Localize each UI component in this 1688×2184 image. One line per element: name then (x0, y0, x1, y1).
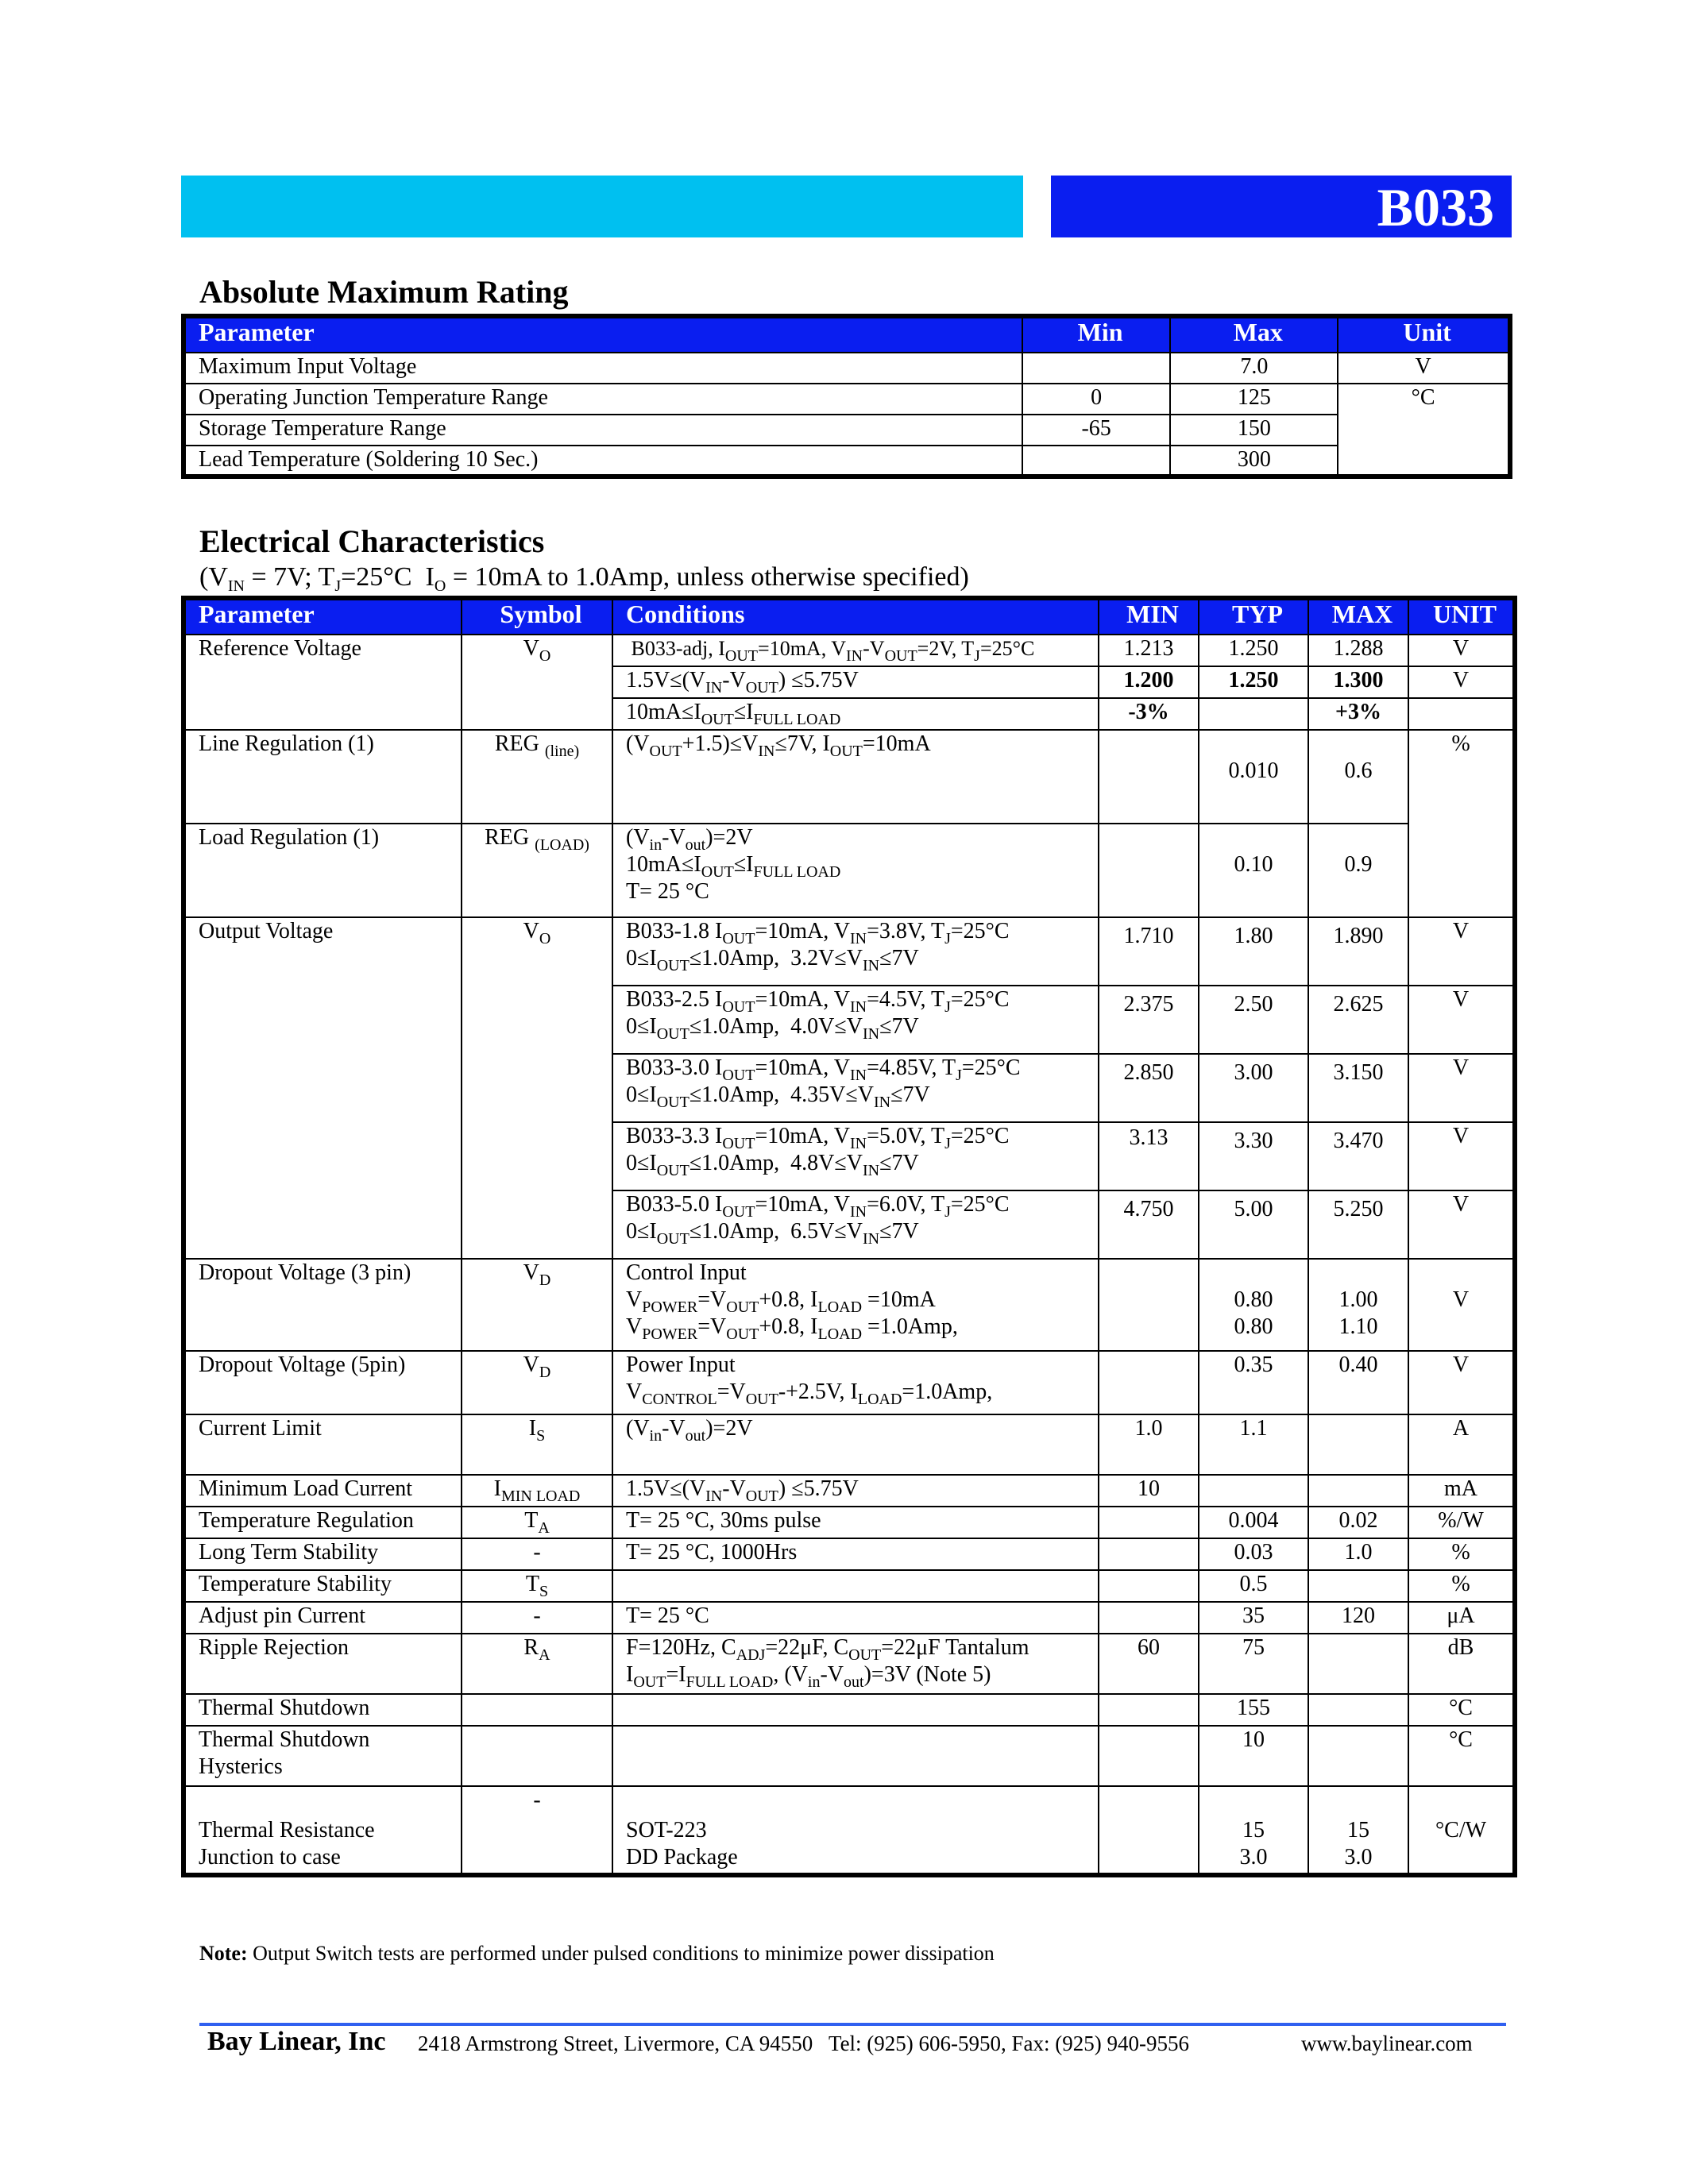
max-cell (1308, 1634, 1408, 1694)
param-line: Hysterics (199, 1754, 283, 1779)
min-cell: 10 (1099, 1475, 1199, 1507)
min-cell (1099, 1259, 1199, 1351)
param-cell: Storage Temperature Range (183, 415, 1022, 446)
max-cell (1308, 1570, 1408, 1602)
table-row (183, 384, 1510, 415)
max-cell (1308, 824, 1408, 917)
max-value: 5.250 (1333, 1197, 1384, 1221)
param-cell (183, 1726, 462, 1786)
symbol-cell: REG $_{(LOAD)}$ (462, 824, 612, 917)
max-cell: 0.02 (1308, 1507, 1408, 1538)
col-header: Parameter (183, 316, 1022, 353)
col-header: Min (1022, 316, 1171, 353)
typ-cell (1199, 730, 1308, 824)
note-text: Output Switch tests are performed under pulsed conditions to minimize power dissipation (247, 1942, 995, 1965)
symbol-cell (462, 1726, 612, 1786)
param-cell: Dropout Voltage (3 pin) (183, 1259, 462, 1351)
param-cell: Output Voltage (183, 917, 462, 1259)
typ-cell (1199, 1122, 1308, 1190)
footer-company: Bay Linear, Inc (207, 2027, 386, 2056)
typ-cell: 75 (1199, 1634, 1308, 1694)
cond-cell (612, 1786, 1099, 1875)
min-cell (1099, 1122, 1199, 1190)
typ-value: 3.30 (1234, 1129, 1273, 1153)
min-cell: 1.213 (1099, 635, 1199, 666)
typ-cell (1199, 917, 1308, 986)
cond-cell: $1.5V\le(V_{IN}-V_{OUT}) \le 5.75V$ (612, 1475, 1099, 1507)
typ-cell: 0.5 (1199, 1570, 1308, 1602)
cond-line: SOT-223 (626, 1818, 707, 1843)
typ-cell (1199, 1786, 1308, 1875)
typ-cell (1199, 1190, 1308, 1259)
unit-cell: % (1408, 1538, 1515, 1570)
col-header: MAX (1308, 598, 1408, 635)
unit-cell: °C (1408, 1726, 1515, 1786)
max-cell (1308, 1414, 1408, 1475)
symbol-cell: $I_{MIN LOAD}$ (462, 1475, 612, 1507)
max-cell: 125 (1170, 384, 1338, 415)
cond-cell: B033-2.5 $I_{OUT}=10mA$, $V_{IN}=4.5V$, $T_J=25^\circ C$ $0\le I_{OUT}\le 1.0Amp$, $4.0V\le V_{IN}\le 7V$ (612, 986, 1099, 1054)
max-cell (1308, 1475, 1408, 1507)
typ-cell (1199, 986, 1308, 1054)
max-cell: 7.0 (1170, 353, 1338, 384)
unit-cell: dB (1408, 1634, 1515, 1694)
cond-cell: B033-3.3 $I_{OUT}=10mA$, $V_{IN}=5.0V$, $T_J=25^\circ C$ $0\le I_{OUT}\le 1.0Amp$, $4.8V\le V_{IN}\le 7V$ (612, 1122, 1099, 1190)
cond-cell: $(V_{in}-V_{out})=2V$ $10mA\le I_{OUT}\le I_{FULL LOAD}$ T= 25 °C (612, 824, 1099, 917)
param-cell: Temperature Stability (183, 1570, 462, 1602)
param-cell: Maximum Input Voltage (183, 353, 1022, 384)
max-cell: 1.300 (1308, 666, 1408, 698)
min-cell (1022, 446, 1171, 477)
min-value: 1.710 (1123, 924, 1174, 948)
symbol-cell: $V_D$ (462, 1351, 612, 1414)
unit-cell: °C (1338, 384, 1510, 477)
elec-char-table (181, 596, 1517, 1877)
max-cell: +3% (1308, 698, 1408, 730)
max-cell (1308, 1190, 1408, 1259)
cond-cell: T= 25 °C (612, 1602, 1099, 1634)
min-cell: 1.0 (1099, 1414, 1199, 1475)
param-cell: Thermal Shutdown (183, 1694, 462, 1726)
cond-cell (612, 1694, 1099, 1726)
typ-cell: 35 (1199, 1602, 1308, 1634)
cond-cell: Power Input $V_{CONTROL}=V_{OUT}-+2.5V$, $I_{LOAD}=1.0Amp$, (612, 1351, 1099, 1414)
cond-cell: T= 25 °C, 1000Hrs (612, 1538, 1099, 1570)
max-value: 1.890 (1333, 924, 1384, 948)
max-cell (1308, 1054, 1408, 1122)
unit-cell: V (1408, 1054, 1515, 1122)
symbol-cell: - (462, 1786, 612, 1875)
param-cell: Reference Voltage (183, 635, 462, 730)
max-cell (1308, 986, 1408, 1054)
min-cell (1099, 824, 1199, 917)
max-cell (1308, 1786, 1408, 1875)
typ-value: 0.10 (1234, 852, 1273, 877)
unit-cell: V (1408, 635, 1515, 666)
min-cell (1022, 353, 1171, 384)
typ-cell (1199, 824, 1308, 917)
max-value: 2.625 (1333, 992, 1384, 1017)
symbol-cell: - (462, 1602, 612, 1634)
min-cell: 60 (1099, 1634, 1199, 1694)
note-label: Note: (199, 1942, 248, 1965)
ec-conditions: ($V_{IN} = 7V$; $T_J=25^\circ C$ $I_O = 10mA$ to 1.0Amp, unless otherwise specified) (199, 562, 969, 595)
unit-value: V (1452, 1287, 1470, 1312)
max-cell: 150 (1170, 415, 1338, 446)
header-bar-dark (1051, 176, 1512, 237)
min-value: 2.375 (1123, 992, 1174, 1017)
table-row (183, 1726, 1515, 1786)
typ-cell: 0.03 (1199, 1538, 1308, 1570)
symbol-cell: $R_A$ (462, 1634, 612, 1694)
cond-line: DD Package (626, 1845, 738, 1870)
min-cell (1099, 1054, 1199, 1122)
param-cell: Load Regulation (1) (183, 824, 462, 917)
max-value: 0.9 (1344, 852, 1373, 877)
min-cell (1099, 1602, 1199, 1634)
ec-title: Electrical Characteristics (199, 523, 545, 559)
min-cell (1099, 1351, 1199, 1414)
cond-cell: $(V_{in}-V_{out})=2V$ (612, 1414, 1099, 1475)
unit-cell: V (1408, 1190, 1515, 1259)
symbol-cell (462, 1694, 612, 1726)
cond-cell (612, 1570, 1099, 1602)
unit-cell: mA (1408, 1475, 1515, 1507)
typ-value: 0.80 (1234, 1287, 1273, 1312)
typ-cell: 155 (1199, 1694, 1308, 1726)
param-line: Thermal Shutdown (199, 1727, 370, 1752)
min-cell: 1.200 (1099, 666, 1199, 698)
param-line: Thermal Resistance (199, 1818, 375, 1843)
typ-value: 0.80 (1234, 1314, 1273, 1339)
cond-cell: F=120Hz, $C_{ADJ}=22\mu F$, $C_{OUT}=22\mu F$ Tantalum $I_{OUT}=I_{FULL LOAD}$, $(V_{in}-V_{out})=3V$ (Note 5) (612, 1634, 1099, 1694)
unit-cell: V (1338, 353, 1510, 384)
typ-value: 0.010 (1228, 758, 1279, 783)
cond-cell: Control Input $V_{POWER}=V_{OUT}+0.8$, $I_{LOAD} =10mA$ $V_{POWER}=V_{OUT}+0.8$, $I_{LOAD} =1.0Amp$, (612, 1259, 1099, 1351)
cond-cell: B033-1.8 $I_{OUT}=10mA$, $V_{IN}=3.8V$, $T_J=25^\circ C$ $0\le I_{OUT}\le 1.0Amp$, $3.2V\le V_{IN}\le 7V$ (612, 917, 1099, 986)
part-name: B033-2.5 (626, 987, 709, 1012)
unit-cell: V (1408, 986, 1515, 1054)
unit-cell: % (1408, 730, 1515, 917)
cond-cell: $(V_{OUT}+1.5)\le V_{IN}\le 7V$, $I_{OUT}=10mA$ (612, 730, 1099, 824)
typ-cell: 1.250 (1199, 635, 1308, 666)
cond-cell: $10mA\le I_{OUT}\le I_{FULL LOAD}$ (612, 698, 1099, 730)
part-name: B033-5.0 (626, 1192, 709, 1217)
max-value: 0.6 (1344, 758, 1373, 783)
symbol-cell: REG $_{(line)}$ (462, 730, 612, 824)
max-value: 1.10 (1338, 1314, 1378, 1339)
col-header: Parameter (183, 598, 462, 635)
param-cell: Minimum Load Current (183, 1475, 462, 1507)
unit-value: °C/W (1435, 1818, 1487, 1843)
max-cell (1308, 730, 1408, 824)
col-header: UNIT (1408, 598, 1515, 635)
param-cell: Long Term Stability (183, 1538, 462, 1570)
part-name: B033-3.0 (626, 1055, 709, 1080)
table-row (183, 1538, 1515, 1570)
param-cell (183, 1786, 462, 1875)
unit-cell: V (1408, 917, 1515, 986)
max-value: 3.470 (1333, 1129, 1384, 1153)
typ-value: 3.00 (1234, 1060, 1273, 1085)
param-cell: Temperature Regulation (183, 1507, 462, 1538)
part-name: B033-1.8 (626, 919, 709, 943)
unit-cell: μA (1408, 1602, 1515, 1634)
typ-cell: 0.004 (1199, 1507, 1308, 1538)
min-cell (1099, 986, 1199, 1054)
col-header: MIN (1099, 598, 1199, 635)
max-value: 15 (1347, 1818, 1369, 1843)
symbol-cell: $V_D$ (462, 1259, 612, 1351)
table-row (183, 635, 1515, 666)
footer-website[interactable]: www.baylinear.com (1301, 2032, 1473, 2055)
symbol-cell: $T_A$ (462, 1507, 612, 1538)
part-name: B033-3.3 (626, 1124, 709, 1148)
footer-divider (199, 2023, 1506, 2026)
cond-cell: B033-5.0 $I_{OUT}=10mA$, $V_{IN}=6.0V$, $T_J=25^\circ C$ $0\le I_{OUT}\le 1.0Amp$, $6.5V\le V_{IN}\le 7V$ (612, 1190, 1099, 1259)
cond-temp: T= 25 °C (626, 879, 709, 904)
min-cell: -65 (1022, 415, 1171, 446)
unit-cell (1408, 698, 1515, 730)
footer-address: 2418 Armstrong Street, Livermore, CA 94550 Tel: (925) 606-5950, Fax: (925) 940-9556 (418, 2032, 1189, 2055)
typ-value: 5.00 (1234, 1197, 1273, 1221)
min-cell (1099, 917, 1199, 986)
min-cell: 0 (1022, 384, 1171, 415)
table-row (183, 1634, 1515, 1694)
symbol-cell: $V_O$ (462, 917, 612, 1259)
amr-title: Absolute Maximum Rating (199, 274, 569, 310)
part-number: B033 (1377, 177, 1494, 237)
min-value: 3.13 (1129, 1125, 1168, 1150)
typ-cell: 10 (1199, 1726, 1308, 1786)
typ-cell: 1.1 (1199, 1414, 1308, 1475)
min-cell (1099, 730, 1199, 824)
symbol-cell: $V_O$ (462, 635, 612, 730)
table-row (183, 1259, 1515, 1351)
unit-cell: A (1408, 1414, 1515, 1475)
table-row (183, 1475, 1515, 1507)
unit-cell: V (1408, 666, 1515, 698)
header-bar-light (181, 176, 1023, 237)
typ-value: 1.80 (1234, 924, 1273, 948)
typ-cell (1199, 1259, 1308, 1351)
unit-cell: V (1408, 1351, 1515, 1414)
min-value: 2.850 (1123, 1060, 1174, 1085)
min-cell (1099, 1538, 1199, 1570)
max-cell: 1.288 (1308, 635, 1408, 666)
table-row (183, 1351, 1515, 1414)
max-value: 1.00 (1338, 1287, 1378, 1312)
max-cell (1308, 1259, 1408, 1351)
min-cell (1099, 1570, 1199, 1602)
param-cell: Line Regulation (1) (183, 730, 462, 824)
col-header: Conditions (612, 598, 1099, 635)
min-cell (1099, 1726, 1199, 1786)
min-cell: -3% (1099, 698, 1199, 730)
table-row (183, 446, 1510, 477)
table-row (183, 824, 1515, 917)
cond-cell: B033-adj, $I_{OUT}=10mA$, $V_{IN}-V_{OUT}=2V$, $T_J=25^\circ C$ (612, 635, 1099, 666)
note (199, 1942, 995, 1966)
cond-cell: $1.5V\le(V_{IN}-V_{OUT}) \le 5.75V$ (612, 666, 1099, 698)
abs-max-table (181, 314, 1512, 479)
col-header: Symbol (462, 598, 612, 635)
table-row (183, 415, 1510, 446)
table-header (183, 598, 1515, 635)
max-cell: 1.0 (1308, 1538, 1408, 1570)
max-cell (1308, 1122, 1408, 1190)
max-cell: 0.40 (1308, 1351, 1408, 1414)
unit-cell: V (1408, 1122, 1515, 1190)
typ-value: 15 (1242, 1818, 1265, 1843)
typ-cell: 0.35 (1199, 1351, 1308, 1414)
table-row (183, 917, 1515, 986)
typ-cell (1199, 698, 1308, 730)
cond-cell (612, 1726, 1099, 1786)
table-header (183, 316, 1510, 353)
cond-label: Power Input (626, 1352, 736, 1377)
max-cell: 300 (1170, 446, 1338, 477)
unit-cell (1408, 1786, 1515, 1875)
param-cell: Adjust pin Current (183, 1602, 462, 1634)
symbol-cell: - (462, 1538, 612, 1570)
max-cell: 120 (1308, 1602, 1408, 1634)
max-cell (1308, 1694, 1408, 1726)
unit-cell: %/W (1408, 1507, 1515, 1538)
table-row (183, 1694, 1515, 1726)
max-value: 3.150 (1333, 1060, 1384, 1085)
symbol-cell: $T_S$ (462, 1570, 612, 1602)
min-cell (1099, 1786, 1199, 1875)
param-cell: Dropout Voltage (5pin) (183, 1351, 462, 1414)
table-row (183, 730, 1515, 824)
table-row (183, 1507, 1515, 1538)
min-cell (1099, 1694, 1199, 1726)
typ-value: 2.50 (1234, 992, 1273, 1017)
min-cell (1099, 1507, 1199, 1538)
col-header: Unit (1338, 316, 1510, 353)
cond-label: Control Input (626, 1260, 747, 1285)
param-cell: Ripple Rejection (183, 1634, 462, 1694)
min-value: 4.750 (1123, 1197, 1174, 1221)
typ-cell (1199, 1475, 1308, 1507)
param-cell: Operating Junction Temperature Range (183, 384, 1022, 415)
typ-cell: 1.250 (1199, 666, 1308, 698)
table-row (183, 1570, 1515, 1602)
table-row (183, 1602, 1515, 1634)
cond-cell: B033-3.0 $I_{OUT}=10mA$, $V_{IN}=4.85V$, $T_J=25^\circ C$ $0\le I_{OUT}\le 1.0Amp$, $4.35V\le V_{IN}\le 7V$ (612, 1054, 1099, 1122)
table-row (183, 353, 1510, 384)
max-value: 3.0 (1344, 1845, 1373, 1870)
param-cell: Current Limit (183, 1414, 462, 1475)
symbol-cell: $I_S$ (462, 1414, 612, 1475)
param-line: Junction to case (199, 1845, 341, 1870)
typ-cell (1199, 1054, 1308, 1122)
unit-cell: % (1408, 1570, 1515, 1602)
col-header: Max (1170, 316, 1338, 353)
max-cell (1308, 1726, 1408, 1786)
typ-value: 3.0 (1239, 1845, 1268, 1870)
cond-cell: T= 25 °C, 30ms pulse (612, 1507, 1099, 1538)
max-cell (1308, 917, 1408, 986)
unit-cell: °C (1408, 1694, 1515, 1726)
min-cell (1099, 1190, 1199, 1259)
table-row (183, 1786, 1515, 1875)
col-header: TYP (1199, 598, 1308, 635)
unit-cell (1408, 1259, 1515, 1351)
param-cell: Lead Temperature (Soldering 10 Sec.) (183, 446, 1022, 477)
table-row (183, 1414, 1515, 1475)
